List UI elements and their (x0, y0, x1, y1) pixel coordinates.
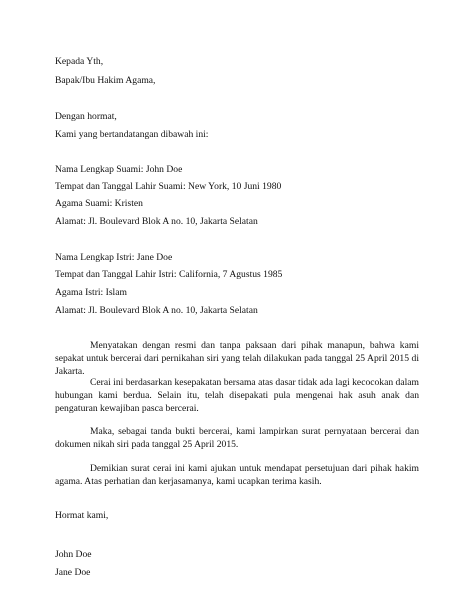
signer-name-2: Jane Doe (55, 567, 91, 578)
body-paragraph-3: Maka, sebagai tanda bukti bercerai, kami lampirkan surat pernyataan bercerai dan dokumen nikah siri pada tanggal 25 April 2015. (55, 426, 419, 450)
greeting-intro: Kami yang bertandatangan dibawah ini: (55, 129, 209, 140)
closing-salutation: Hormat kami, (55, 510, 109, 521)
signer-name-1: John Doe (55, 549, 92, 560)
wife-religion: Agama Istri: Islam (55, 287, 127, 298)
recipient-line-1: Kepada Yth, (55, 56, 104, 67)
wife-name: Nama Lengkap Istri: Jane Doe (55, 252, 173, 263)
husband-religion: Agama Suami: Kristen (55, 198, 143, 209)
husband-birth: Tempat dan Tanggal Lahir Suami: New York, 10 Juni 1980 (55, 181, 282, 192)
husband-name: Nama Lengkap Suami: John Doe (55, 164, 183, 175)
body-paragraph-4: Demikian surat cerai ini kami ajukan untuk mendapat persetujuan dari pihak hakim agama. Atas perhatian dan kerjasamanya, kami ucapkan terima kasih. (55, 463, 419, 487)
wife-birth: Tempat dan Tanggal Lahir Istri: California, 7 Agustus 1985 (55, 269, 283, 280)
husband-address: Alamat: Jl. Boulevard Blok A no. 10, Jakarta Selatan (55, 216, 258, 227)
wife-address: Alamat: Jl. Boulevard Blok A no. 10, Jakarta Selatan (55, 305, 258, 316)
greeting-salutation: Dengan hormat, (55, 111, 117, 122)
body-paragraph-2: Cerai ini berdasarkan kesepakatan bersama atas dasar tidak ada lagi kecocokan dalam hubungan kami berdua. Selain itu, telah disepakati pula mengenai hak asuh anak dan pengaturan kewajiban pasca bercerai. (55, 377, 419, 414)
recipient-line-2: Bapak/Ibu Hakim Agama, (55, 75, 156, 86)
body-paragraph-1: Menyatakan dengan resmi dan tanpa paksaan dari pihak manapun, bahwa kami sepakat untuk bercerai dari pernikahan siri yang telah dilakukan pada tanggal 25 April 2015 di Jakarta. (55, 340, 419, 377)
